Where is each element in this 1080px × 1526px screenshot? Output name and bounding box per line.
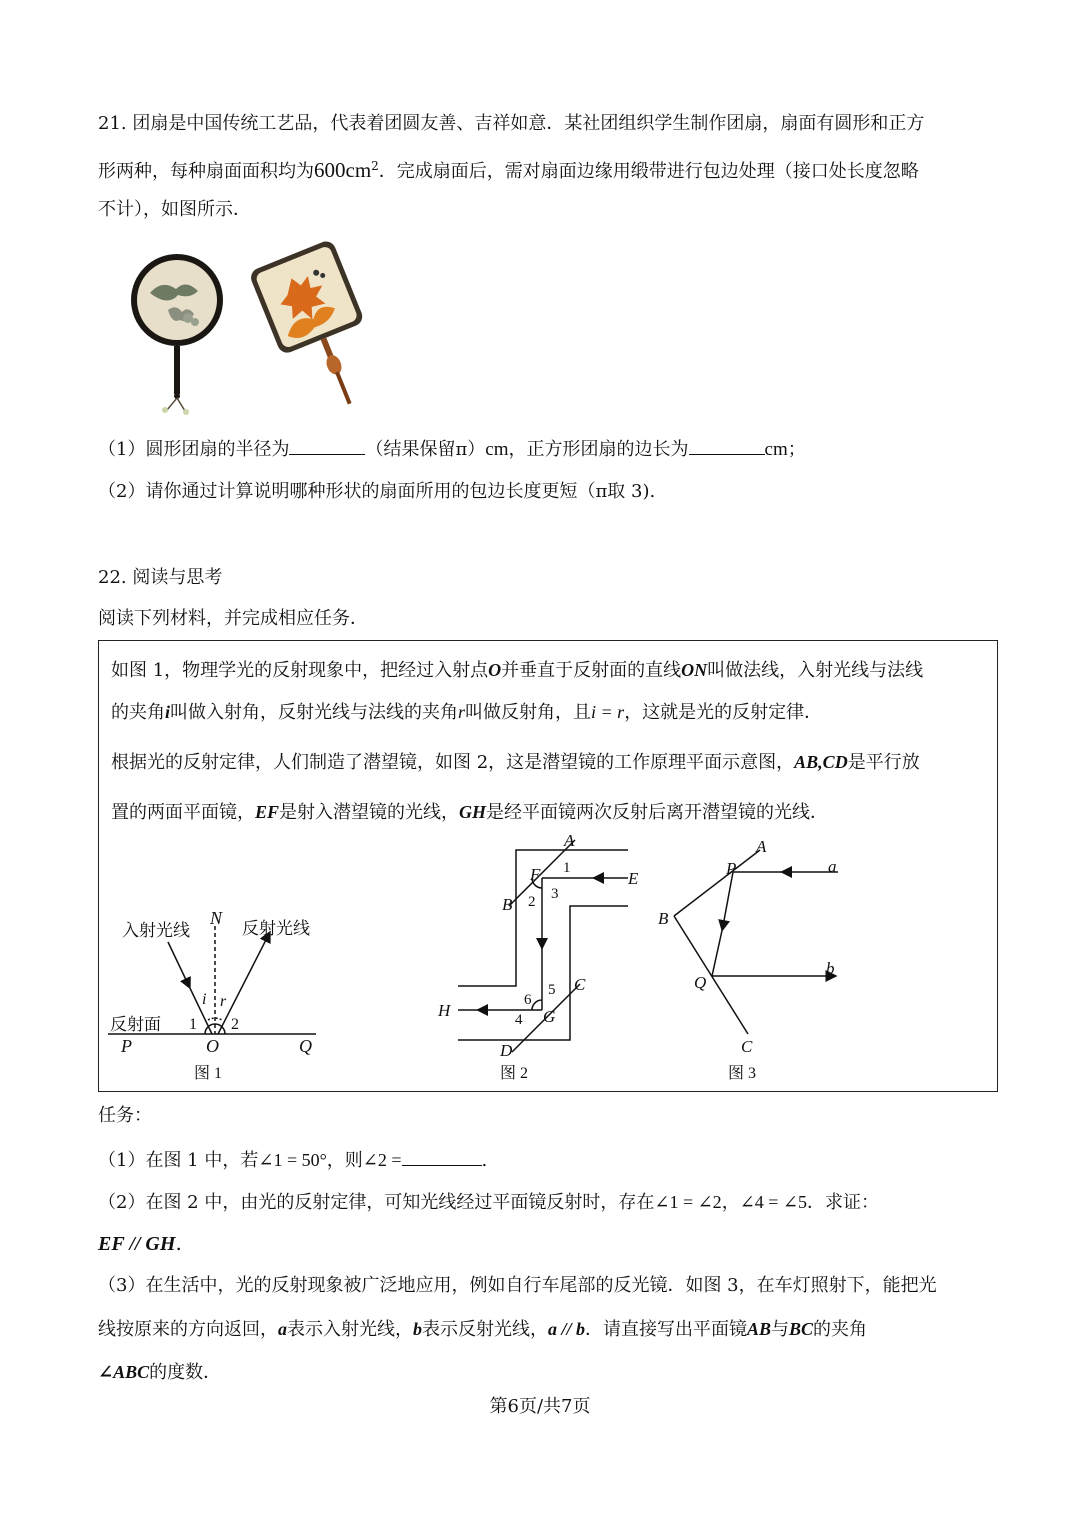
line-ON: ON — [681, 660, 708, 680]
equation-angle4-angle5: ∠4 = ∠5 — [739, 1192, 808, 1212]
label-fig3-A: A — [756, 837, 767, 856]
task-1-a: （1）在图 1 中，若 — [98, 1150, 259, 1171]
label-fig3-P: P — [726, 859, 737, 878]
task-2 — [98, 1190, 879, 1215]
a-parallel-b: a // b — [548, 1319, 586, 1339]
task-1-end: . — [481, 1150, 488, 1171]
label-fig2-F: F — [530, 865, 541, 884]
ray-PQ-arrow — [723, 872, 733, 926]
label-fig3-Q: Q — [694, 973, 707, 992]
q22-title: 22. 阅读与思考 — [98, 567, 223, 588]
point-O: O — [488, 660, 502, 680]
label-fig3-b: b — [826, 959, 835, 978]
label-fig3-B: B — [658, 909, 669, 928]
label-O: O — [206, 1036, 219, 1056]
label-fig2-angle-3: 3 — [551, 886, 559, 902]
q21-line3: 不计），如图所示． — [98, 199, 251, 220]
label-P: P — [121, 1036, 132, 1056]
task-3-g: 的度数． — [149, 1362, 222, 1383]
box-l2-d: ，这就是光的反射定律． — [624, 702, 823, 723]
task-3-e: 与 — [771, 1319, 790, 1340]
label-fig2-H: H — [438, 1001, 451, 1020]
label-fig2-G: G — [543, 1007, 556, 1026]
equation-i-equals-r: i = r — [591, 702, 625, 722]
label-r: r — [220, 993, 227, 1010]
task-2-sep: ， — [721, 1192, 740, 1213]
label-fig2-angle-6: 6 — [524, 992, 532, 1008]
q21-part1-a: （1）圆形团扇的半径为 — [98, 439, 290, 460]
q21-part1-b: （结果保留π） — [365, 439, 486, 460]
box-l2-c: 叫做反射角，且 — [465, 702, 592, 723]
label-fig2-angle-2: 2 — [528, 894, 536, 910]
unit-cm-2: cm — [764, 439, 788, 460]
box-l2-a: 的夹角 — [111, 702, 165, 723]
label-fig3-C: C — [741, 1037, 753, 1056]
figure-2-labels — [437, 831, 639, 1082]
label-angle-2: 2 — [231, 1016, 239, 1033]
figure-3 — [674, 850, 838, 1034]
label-fig2-angle-5: 5 — [548, 982, 556, 998]
label-fig2-E: E — [628, 869, 639, 888]
area-value: 600cm — [314, 158, 372, 182]
figure-1-labels — [110, 908, 312, 1082]
task-2-b: ．求证： — [807, 1192, 880, 1213]
box-l3-b: 是平行放 — [847, 752, 920, 773]
q21-line2-a: 形两种，每种扇面面积均为 — [98, 161, 314, 182]
ray-EF: EF — [255, 802, 280, 822]
incident-ray-arrow — [168, 942, 188, 984]
task-2-end: . — [175, 1231, 182, 1255]
task-2-statement — [98, 1231, 182, 1256]
q21-part1-end: ； — [787, 439, 806, 460]
angle-2-answer-blank[interactable] — [402, 1147, 482, 1166]
ef-parallel-gh: EF // GH — [98, 1233, 176, 1255]
q21-line1: 21. 团扇是中国传统工艺品，代表着团圆友善、吉祥如意．某社团组织学生制作团扇，扇面有圆形和正方 — [98, 113, 925, 134]
box-l4-a: 置的两面平面镜， — [111, 802, 255, 823]
mirror-BC — [674, 916, 748, 1034]
q22-intro: 阅读下列材料，并完成相应任务． — [98, 608, 368, 629]
label-angle-1: 1 — [189, 1016, 197, 1033]
label-i: i — [202, 991, 207, 1008]
box-l1-c: 叫做法线，入射光线与法线 — [707, 660, 924, 681]
label-N: N — [210, 908, 223, 928]
task-3-line1: （3）在生活中，光的反射现象被广泛地应用，例如自行车尾部的反光镜．如图 3，在车灯照射下，能把光 — [98, 1275, 937, 1296]
label-fig3-a: a — [828, 857, 837, 876]
task-3-c: 表示反射光线， — [422, 1319, 548, 1340]
task-3-line3 — [98, 1360, 221, 1385]
unit-cm-1: cm — [485, 439, 509, 460]
area-exponent: 2 — [371, 159, 379, 173]
angle-i: i — [165, 702, 171, 722]
task-3-f: 的夹角 — [813, 1319, 868, 1340]
box-l1-a: 如图 1，物理学光的反射现象中，把经过入射点 — [111, 660, 489, 681]
mirror-BC-text: BC — [789, 1319, 814, 1339]
angle-2-expression: ∠2 = — [362, 1150, 402, 1170]
reflected-ray — [218, 932, 270, 1034]
label-fig2-B: B — [502, 895, 513, 914]
box-l2-b: 叫做入射角，反射光线与法线的夹角 — [170, 702, 459, 723]
q21-part2: （2）请你通过计算说明哪种形状的扇面所用的包边长度更短（π取 3). — [98, 481, 656, 502]
caption-figure-2: 图 2 — [500, 1065, 529, 1082]
box-l4-b: 是射入潜望镜的光线， — [279, 802, 460, 823]
task-1 — [98, 1147, 487, 1173]
equation-angle1-angle2: ∠1 = ∠2 — [654, 1192, 722, 1212]
angle-arc-fig2-G — [532, 1000, 542, 1010]
label-fig2-A: A — [564, 831, 575, 850]
task-2-a: （2）在图 2 中，由光的反射定律，可知光线经过平面镜反射时，存在 — [98, 1192, 655, 1213]
var-b: b — [413, 1319, 422, 1339]
label-incident-ray: 入射光线 — [122, 921, 190, 940]
label-reflecting-surface: 反射面 — [110, 1015, 161, 1034]
angle-1-value: ∠1 = 50° — [258, 1150, 327, 1170]
label-fig2-D: D — [500, 1041, 513, 1060]
task-3-d: ．请直接写出平面镜 — [585, 1319, 748, 1340]
box-l4-c: 是经平面镜两次反射后离开潜望镜的光线． — [486, 802, 829, 823]
mirrors-AB-CD: AB,CD — [794, 752, 848, 772]
mirror-BA — [674, 850, 760, 916]
label-fig2-angle-4: 4 — [515, 1012, 523, 1028]
label-Q: Q — [299, 1036, 312, 1056]
task-1-b: ，则 — [326, 1150, 363, 1171]
task-title: 任务： — [98, 1105, 152, 1126]
q21-part1-c: ，正方形团扇的边长为 — [508, 439, 689, 460]
figure-3-labels — [658, 837, 837, 1082]
angle-ABC: ∠ABC — [98, 1362, 150, 1382]
periscope-outer-wall — [458, 850, 628, 986]
box-l1-b: 并垂直于反射面的直线 — [501, 660, 682, 681]
box-l3-a: 根据光的反射定律，人们制造了潜望镜，如图 2，这是潜望镜的工作原理平面示意图， — [111, 752, 795, 773]
label-fig2-C: C — [574, 975, 586, 994]
task-3-line2 — [98, 1317, 867, 1342]
angle-r: r — [458, 702, 466, 722]
var-a: a — [278, 1319, 287, 1339]
caption-figure-1: 图 1 — [194, 1065, 223, 1082]
page-footer: 第6页/共7页 — [489, 1396, 591, 1417]
label-reflected-ray: 反射光线 — [242, 919, 310, 938]
label-fig2-angle-1: 1 — [563, 860, 571, 876]
caption-figure-3: 图 3 — [728, 1065, 757, 1082]
ray-GH: GH — [459, 802, 487, 822]
task-3-a: 线按原来的方向返回， — [98, 1319, 278, 1340]
mirror-AB-text: AB — [747, 1319, 772, 1339]
q21-line2-b: ．完成扇面后，需对扇面边缘用缎带进行包边处理（接口处长度忽略 — [378, 161, 919, 182]
ray-PQ-line — [712, 926, 723, 976]
task-3-b: 表示入射光线， — [287, 1319, 413, 1340]
